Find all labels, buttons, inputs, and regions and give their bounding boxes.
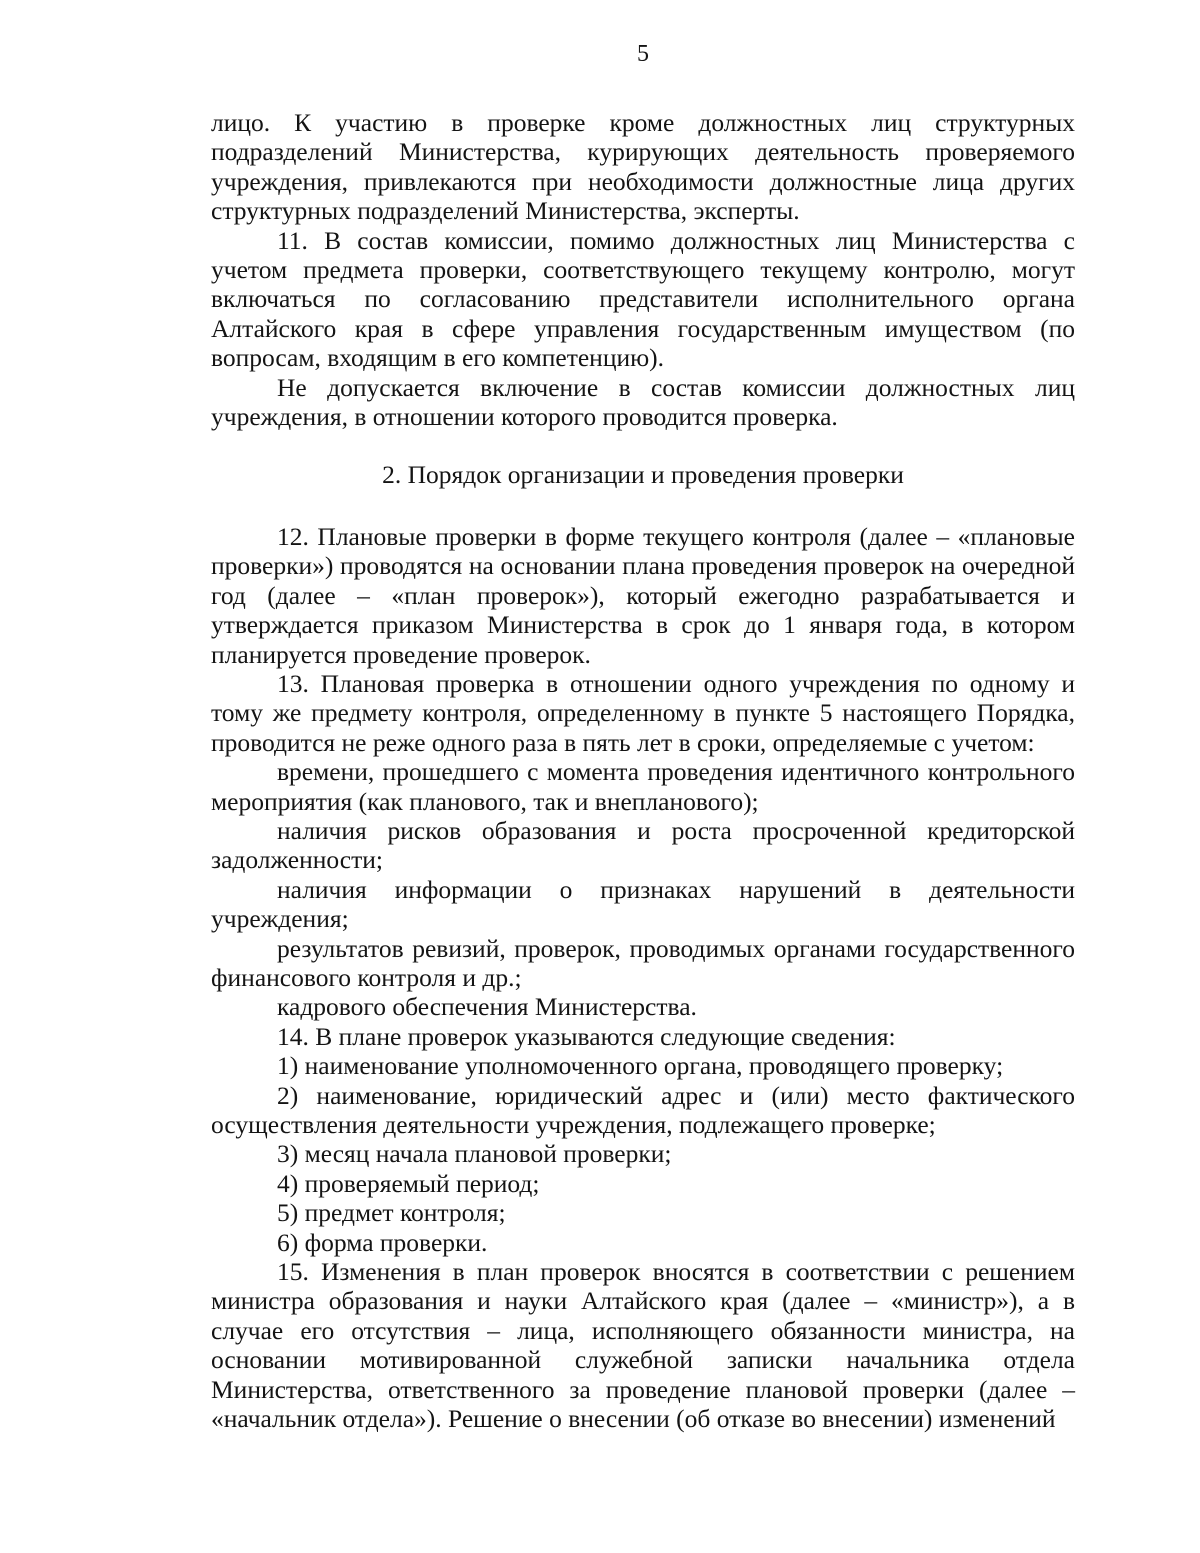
paragraph-item-13: 13. Плановая проверка в отношении одного учреждения по одному и тому же предмету контроля, определенному в пункте 5 настоящего Порядка, проводится не реже одного раза в пять лет в сроки, определяемые с учетом: xyxy=(211,668,1075,757)
paragraph-criterion-risks: наличия рисков образования и роста просроченной кредиторской задолженности; xyxy=(211,815,1075,875)
list-item-4: 4) проверяемый период; xyxy=(277,1168,540,1198)
list-item-5: 5) предмет контроля; xyxy=(277,1198,506,1228)
paragraph-criterion-violations: наличия информации о признаках нарушений в деятельности учреждения; xyxy=(211,874,1075,934)
paragraph-continuation: лицо. К участию в проверке кроме должностных лиц структурных подразделений Министерства, курирующих деятельность проверяемого учреждения, привлекаются при необходимости должностные лица других структурных подразделений Министерства, эксперты. xyxy=(211,108,1075,226)
page-number: 5 xyxy=(637,41,649,67)
list-item-2: 2) наименование, юридический адрес и (или) место фактического осуществления деятельности учреждения, подлежащего проверке; xyxy=(211,1080,1075,1139)
paragraph-item-15: 15. Изменения в план проверок вносятся в соответствии с решением министра образования и науки Алтайского края (далее – «министр»), а в случае его отсутствия – лица, исполняющего обязанности министра, на основании мотивированной служебной записки начальника отдела Министерства, ответственного за проведение плановой проверки (далее – «начальник отдела»). Решение о внесении (об отказе во внесении) изменений xyxy=(211,1257,1075,1434)
paragraph-criterion-time: времени, прошедшего с момента проведения идентичного контрольного мероприятия (как планового, так и внепланового); xyxy=(211,757,1075,816)
list-item-1: 1) наименование уполномоченного органа, проводящего проверку; xyxy=(277,1051,1004,1081)
list-item-3: 3) месяц начала плановой проверки; xyxy=(277,1139,672,1169)
paragraph-criterion-staffing: кадрового обеспечения Министерства. xyxy=(277,992,697,1022)
document-body xyxy=(211,108,1075,1433)
paragraph-item-14: 14. В плане проверок указываются следующие сведения: xyxy=(277,1021,896,1051)
paragraph-item-11: 11. В состав комиссии, помимо должностных лиц Министерства с учетом предмета проверки, соответствующего текущему контролю, могут включаться по согласованию представители исполнительного органа Алтайского края в сфере управления государственным имуществом (по вопросам, входящим в его компетенцию). xyxy=(211,225,1075,373)
paragraph-criterion-audits: результатов ревизий, проверок, проводимых органами государственного финансового контроля и др.; xyxy=(211,933,1075,992)
paragraph-item-12: 12. Плановые проверки в форме текущего контроля (далее – «плановые проверки») проводятся на основании плана проведения проверок на очередной год (далее – «план проверок»), который ежегодно разрабатывается и утверждается приказом Министерства в срок до 1 января года, в котором планируется проведение проверок. xyxy=(211,521,1075,669)
section-title: 2. Порядок организации и проведения проверки xyxy=(382,460,904,490)
paragraph-exclusion: Не допускается включение в состав комиссии должностных лиц учреждения, в отношении которого проводится проверка. xyxy=(211,372,1075,432)
list-item-6: 6) форма проверки. xyxy=(277,1227,488,1257)
